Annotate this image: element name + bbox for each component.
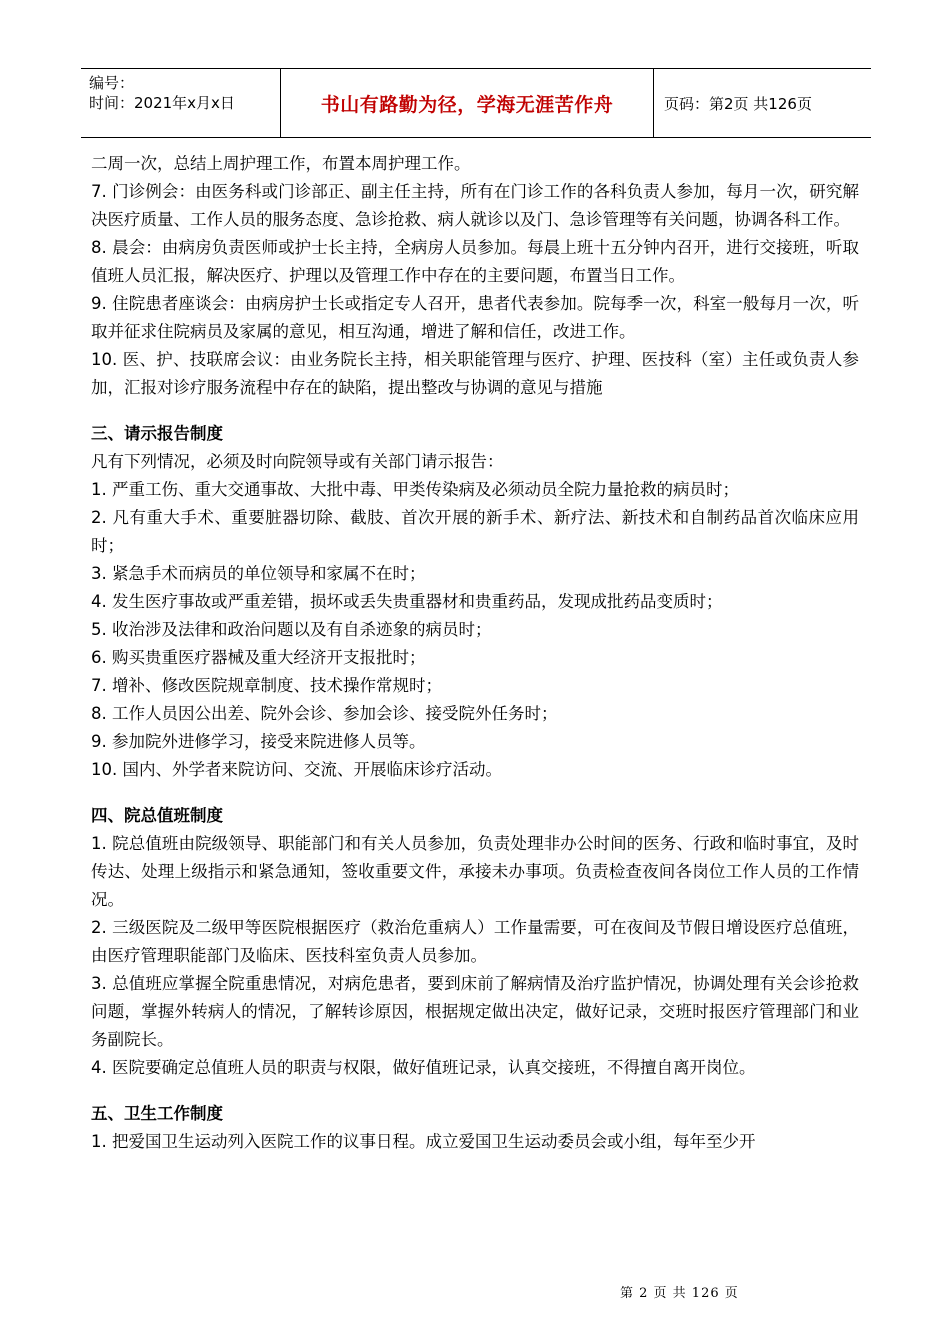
list-item: 4. 医院要确定总值班人员的职责与权限，做好值班记录，认真交接班，不得擅自离开岗位。 bbox=[91, 1058, 756, 1077]
list-item: 8. 工作人员因公出差、院外会诊、参加会诊、接受院外任务时； bbox=[91, 704, 558, 723]
list-item: 6. 购买贵重医疗器械及重大经济开支报批时； bbox=[91, 648, 426, 667]
list-item: 2. 凡有重大手术、重要脏器切除、截肢、首次开展的新手术、新疗法、新技术和自制药品首次临床应用时； bbox=[91, 508, 859, 555]
page-header bbox=[81, 68, 871, 138]
list-item: 1. 把爱国卫生运动列入医院工作的议事日程。成立爱国卫生运动委员会或小组，每年至少开 bbox=[91, 1132, 756, 1151]
document-time: 时间：2021年x月x日 bbox=[89, 94, 235, 112]
paragraph-intro: 二周一次，总结上周护理工作，布置本周护理工作。 bbox=[91, 154, 471, 173]
paragraph-meeting-10: 10. 医、护、技联席会议：由业务院长主持，相关职能管理与医疗、护理、医技科（室）主任或负责人参加，汇报对诊疗服务流程中存在的缺陷，提出整改与协调的意见与措施 bbox=[91, 350, 859, 397]
header-page-number: 页码：第2页 共126页 bbox=[664, 94, 812, 113]
paragraph-meeting-8: 8. 晨会：由病房负责医师或护士长主持，全病房人员参加。每晨上班十五分钟内召开，进行交接班，听取值班人员汇报，解决医疗、护理以及管理工作中存在的主要问题，布置当日工作。 bbox=[91, 238, 859, 285]
list-item: 4. 发生医疗事故或严重差错，损坏或丢失贵重器材和贵重药品，发现成批药品变质时； bbox=[91, 592, 723, 611]
list-item: 7. 增补、修改医院规章制度、技术操作常规时； bbox=[91, 676, 442, 695]
list-item: 10. 国内、外学者来院访问、交流、开展临床诊疗活动。 bbox=[91, 760, 502, 779]
header-motto: 书山有路勤为径，学海无涯苦作舟 bbox=[281, 69, 654, 137]
document-code: 编号： bbox=[89, 74, 135, 92]
list-item: 3. 紧急手术而病员的单位领导和家属不在时； bbox=[91, 564, 426, 583]
section-heading-reporting: 三、请示报告制度 bbox=[91, 424, 223, 443]
list-item: 3. 总值班应掌握全院重患情况，对病危患者，要到床前了解病情及治疗监护情况，协调处理有关会诊抢救问题，掌握外转病人的情况，了解转诊原因，根据规定做出决定，做好记录，交班时报医疗管理部门和业务副院长。 bbox=[91, 974, 859, 1049]
page-footer: 第 2 页 共 126 页 bbox=[620, 1286, 739, 1301]
list-item: 1. 院总值班由院级领导、职能部门和有关人员参加，负责处理非办公时间的医务、行政和临时事宜，及时传达、处理上级指示和紧急通知，签收重要文件，承接未办事项。负责检查夜间各岗位工作人员的工作情况。 bbox=[91, 834, 859, 909]
list-item: 1. 严重工伤、重大交通事故、大批中毒、甲类传染病及必须动员全院力量抢救的病员时； bbox=[91, 480, 739, 499]
section-heading-duty: 四、院总值班制度 bbox=[91, 806, 223, 825]
section-heading-hygiene: 五、卫生工作制度 bbox=[91, 1104, 223, 1123]
list-item: 5. 收治涉及法律和政治问题以及有自杀迹象的病员时； bbox=[91, 620, 492, 639]
paragraph-meeting-9: 9. 住院患者座谈会：由病房护士长或指定专人召开，患者代表参加。院每季一次，科室一般每月一次，听取并征求住院病员及家属的意见，相互沟通，增进了解和信任，改进工作。 bbox=[91, 294, 859, 341]
document-body bbox=[91, 150, 859, 1156]
list-item: 2. 三级医院及二级甲等医院根据医疗（救治危重病人）工作量需要，可在夜间及节假日增设医疗总值班，由医疗管理职能部门及临床、医技科室负责人员参加。 bbox=[91, 918, 859, 965]
paragraph-meeting-7: 7. 门诊例会：由医务科或门诊部正、副主任主持，所有在门诊工作的各科负责人参加，每月一次，研究解决医疗质量、工作人员的服务态度、急诊抢救、病人就诊以及门、急诊管理等有关问题，协调各科工作。 bbox=[91, 182, 859, 229]
list-item: 9. 参加院外进修学习，接受来院进修人员等。 bbox=[91, 732, 426, 751]
section-intro-reporting: 凡有下列情况，必须及时向院领导或有关部门请示报告： bbox=[91, 452, 504, 471]
header-meta bbox=[81, 69, 281, 137]
